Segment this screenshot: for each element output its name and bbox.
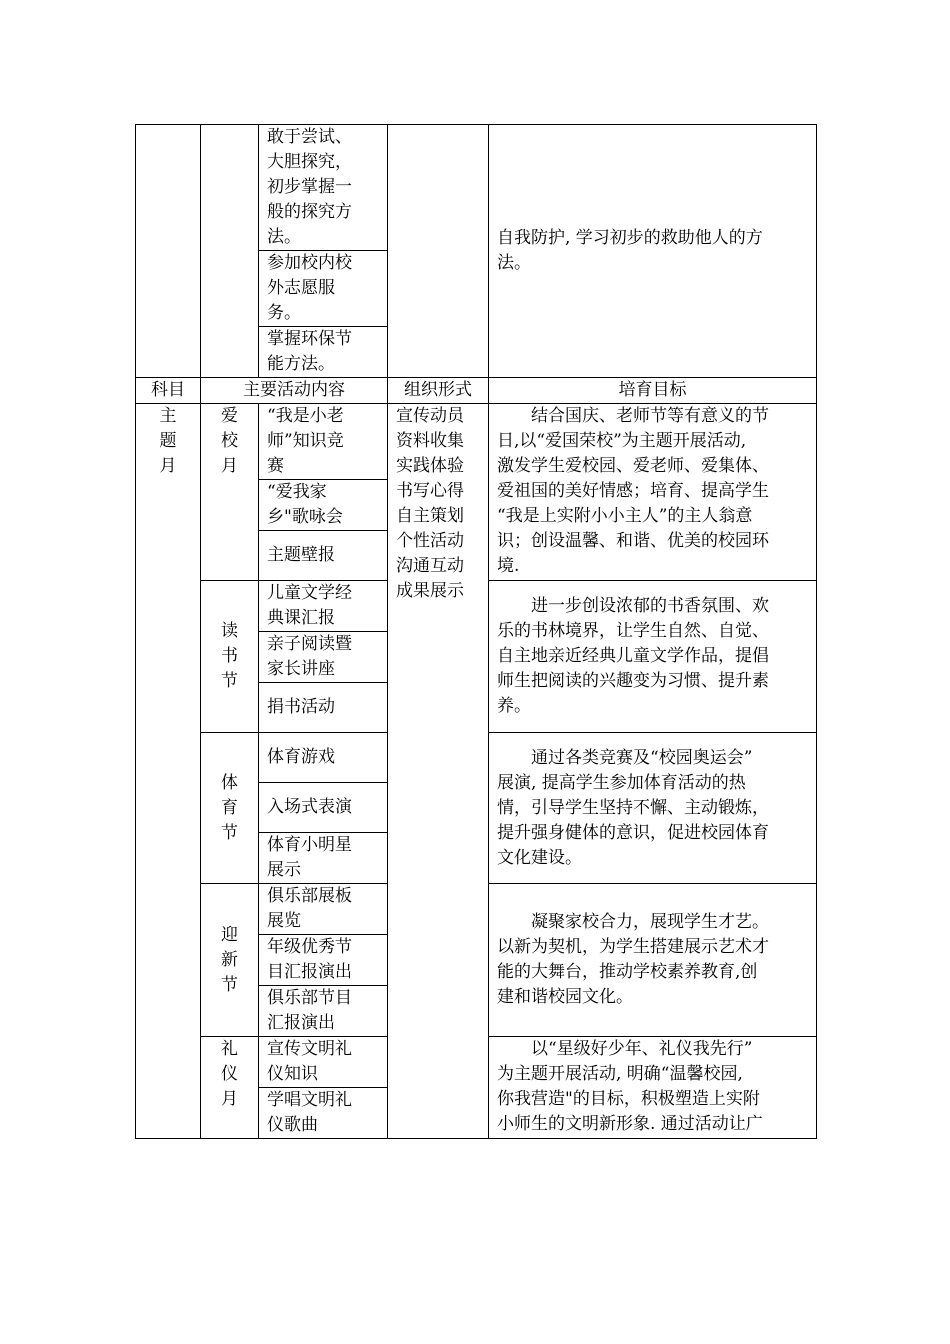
group-name: 礼 仪 月 xyxy=(201,1037,259,1139)
activity-plan-table xyxy=(135,124,817,1139)
activity-cell: 年级优秀节 目汇报演出 xyxy=(259,935,388,986)
group-name: 读 书 节 xyxy=(201,581,259,733)
goal-cell: 自我防护, 学习初步的救助他人的方 法。 xyxy=(489,125,817,378)
group-cell xyxy=(201,125,259,378)
goal-cell: 结合国庆、老师节等有意义的节 日,以“爱国荣校”为主题开展活动, 激发学生爱校园、爱老师、爱集体、 爱祖国的美好情感；培育、提高学生 “我是上实附小小主人”的主人翁意 识；创设温馨、和谐、优美的校园环 境. xyxy=(489,404,817,581)
header-goal: 培育目标 xyxy=(489,378,817,404)
activity-cell: 入场式表演 xyxy=(259,783,388,833)
subject-cell xyxy=(136,125,201,378)
activity-cell: 参加校内校 外志愿服 务。 xyxy=(259,251,388,327)
activity-cell: 宣传文明礼 仪知识 xyxy=(259,1037,388,1088)
activity-cell: 敢于尝试、 大胆探究， 初步掌握一 般的探究方 法。 xyxy=(259,125,388,251)
header-form: 组织形式 xyxy=(388,378,489,404)
header-subject: 科目 xyxy=(136,378,201,404)
form-cell xyxy=(388,125,489,378)
activity-cell: 俱乐部节目 汇报演出 xyxy=(259,986,388,1037)
goal-cell: 进一步创设浓郁的书香氛围、欢 乐的书林境界，让学生自然、自觉、 自主地亲近经典儿童文学作品，提倡 师生把阅读的兴趣变为习惯、提升素 养。 xyxy=(489,581,817,733)
group-name: 体 育 节 xyxy=(201,733,259,884)
group-name: 迎 新 节 xyxy=(201,884,259,1037)
activity-cell: 体育小明星 展示 xyxy=(259,833,388,884)
activity-cell: 俱乐部展板 展览 xyxy=(259,884,388,935)
goal-cell: 以“星级好少年、礼仪我先行” 为主题开展活动, 明确“温馨校园, 你我营造"的目标，积极塑造上实附 小师生的文明新形象. 通过活动让广 xyxy=(489,1037,817,1139)
activity-cell: 亲子阅读暨 家长讲座 xyxy=(259,632,388,683)
activity-cell: 体育游戏 xyxy=(259,733,388,783)
activity-cell: “爱我家 乡"歌咏会 xyxy=(259,480,388,531)
activity-cell: 捐书活动 xyxy=(259,683,388,733)
table-row xyxy=(136,404,817,480)
goal-cell: 凝聚家校合力，展现学生才艺。 以新为契机，为学生搭建展示艺术才 能的大舞台，推动学校素养教育,创 建和谐校园文化。 xyxy=(489,884,817,1037)
table-header-row xyxy=(136,378,817,404)
activity-cell: 主题壁报 xyxy=(259,531,388,581)
subject-label: 主 题 月 xyxy=(136,404,201,1139)
activity-cell: 儿童文学经 典课汇报 xyxy=(259,581,388,632)
organization-forms: 宣传动员 资料收集 实践体验 书写心得 自主策划 个性活动 沟通互动 成果展示 xyxy=(388,404,489,1139)
activity-cell: 学唱文明礼 仪歌曲 xyxy=(259,1088,388,1139)
activity-cell: 掌握环保节 能方法。 xyxy=(259,327,388,378)
goal-cell: 通过各类竞赛及“校园奥运会” 展演, 提高学生参加体育活动的热 情，引导学生坚持不懈、主动锻炼， 提升强身健体的意识，促进校园体育 文化建设。 xyxy=(489,733,817,884)
header-content: 主要活动内容 xyxy=(201,378,388,404)
activity-cell: “我是小老 师”知识竞 赛 xyxy=(259,404,388,480)
group-name: 爱 校 月 xyxy=(201,404,259,581)
continued-row xyxy=(136,125,817,251)
